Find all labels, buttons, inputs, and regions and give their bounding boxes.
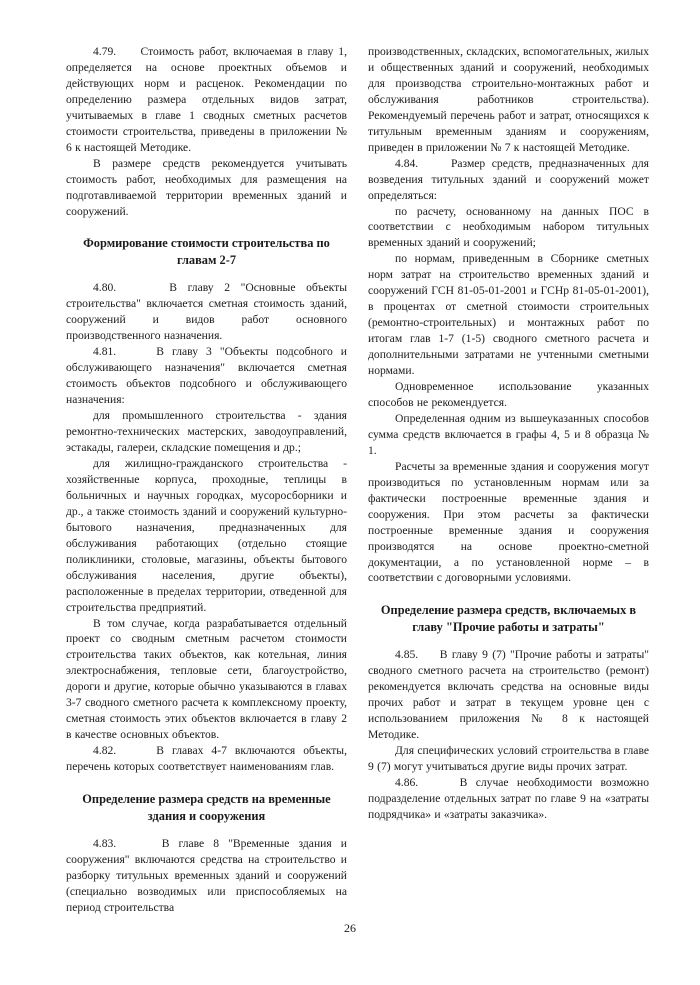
para-4-83: 4.83. В главе 8 "Временные здания и сооружения" включаются средства на строительство и разборку титульных временных зданий и сооружений (специально возводимых или приспособляемых на период строительства: [66, 837, 347, 914]
para-4-81: 4.81. В главу 3 "Объекты подсобного и обслуживающего назначения" включается сметная стоимость объектов подсобного и обслуживающего назначения:: [66, 345, 347, 407]
para-4-86: 4.86. В случае необходимости возможно подразделение отдельных затрат по главе 9 на «затраты подрядчика» и «затраты заказчика».: [368, 776, 649, 821]
right-column: [368, 44, 649, 916]
para-sum-included-columns: Определенная одним из вышеуказанных способов сумма средств включается в графы 4, 5 и 8 образца № 1.: [368, 411, 649, 457]
page-number: 26: [344, 921, 356, 935]
para-industrial-construction: для промышленного строительства - здания ремонтно-технических мастерских, заводоуправлений, эстакады, галереи, складские помещения и др.;: [66, 409, 347, 455]
para-housing-civil-construction: для жилищно-гражданского строительства - хозяйственные корпуса, проходные, теплицы в больничных и научных городках, мусоросборники и др., а также стоимость зданий и сооружений культурно-бытового назначения, предназначенных для обслуживания работающих (отдельно стоящие поликлиники, столовые, магазины, объекты бытового обслуживания населения, другие объекты), расположенные в пределах территории, отведенной для строительства предприятий.: [66, 456, 347, 614]
para-4-80: 4.80. В главу 2 "Основные объекты строительства" включается сметная стоимость зданий, сооружений и видов работ основного производственного назначения.: [66, 281, 347, 343]
heading-temporary-buildings-funds: Определение размера средств на временные здания и сооружения: [82, 792, 331, 824]
para-temp-placement-funds: В размере средств рекомендуется учитывать стоимость работ, необходимых для размещения на подготавливаемой территории временных зданий и сооружений.: [66, 156, 347, 218]
left-column: [66, 44, 347, 916]
para-4-85: 4.85. В главу 9 (7) "Прочие работы и затраты" сводного сметного расчета на строительство (ремонт) рекомендуется включать средства на основные виды прочих работ и затрат в текущем уровне цен с использованием приложения № 8 к настоящей Методике.: [368, 648, 649, 742]
para-simultaneous-use: Одновременное использование указанных способов не рекомендуется.: [368, 380, 649, 409]
heading-cost-formation-chapters-2-7: Формирование стоимости строительства по главам 2-7: [83, 236, 330, 268]
para-4-79: 4.79. Стоимость работ, включаемая в главу 1, определяется на основе проектных объемов и действующих норм и расценок. Рекомендации по определению размера отдельных видов затрат, учитываемых в главе 1 сводных сметных расчетов стоимости строительства, приведены в приложении № 6 к настоящей Методике.: [66, 45, 347, 154]
para-4-84: 4.84. Размер средств, предназначенных для возведения титульных зданий и сооружений может определяться:: [368, 156, 649, 202]
heading-other-works-and-costs: Определение размера средств, включаемых в главу "Прочие работы и затраты": [380, 603, 637, 635]
para-separate-project-case: В том случае, когда разрабатывается отдельный проект со сводным сметным расчетом стоимости строительства таких объектов, как котельная, линия электроснабжения, тепловые сети, благоустройство, дороги и другие, которые обычно указываются в главах 3-7 сводного сметного расчета к комплексному проекту, сметная стоимость этих объектов включается в главу 2 в качестве основных объектов.: [66, 616, 347, 742]
para-4-83-continuation: производственных, складских, вспомогательных, жилых и общественных зданий и сооружений, необходимых для производства строительно-монтажных работ и обслуживания работников строительства). Рекомендуемый перечень работ и затрат, относящихся к титульным временным зданиям и сооружениям, приведен в приложении № 7 к настоящей Методике.: [368, 45, 649, 154]
para-by-calculation-pos: по расчету, основанному на данных ПОС в соответствии с необходимым набором титульных временных зданий и сооружений;: [368, 204, 649, 250]
para-4-82: 4.82. В главах 4-7 включаются объекты, перечень которых соответствует наименованиям глав.: [66, 744, 347, 774]
para-specific-conditions: Для специфических условий строительства в главе 9 (7) могут учитываться другие виды прочих затрат.: [368, 744, 649, 774]
para-by-norms-gsn: по нормам, приведенным в Сборнике сметных норм затрат на строительство временных зданий и сооружений ГСН 81-05-01-2001 и ГСНр 81-05-01-2001), в процентах от сметной стоимости строительных (ремонтно-строительных) и монтажных работ по итогам глав 1-7 (1-5) сводного сметного расчета и дополнительными затратами не учтенными сметными нормами.: [368, 252, 649, 378]
para-settlements-temp-buildings: Расчеты за временные здания и сооружения могут производиться по установленным нормам или за фактически построенные временные здания и сооружения. При этом расчеты за фактически построенные временные здания и сооружения производятся на основе проектно-сметной документации, а по установленной норме – в соответствии с договорными условиями.: [368, 459, 649, 585]
